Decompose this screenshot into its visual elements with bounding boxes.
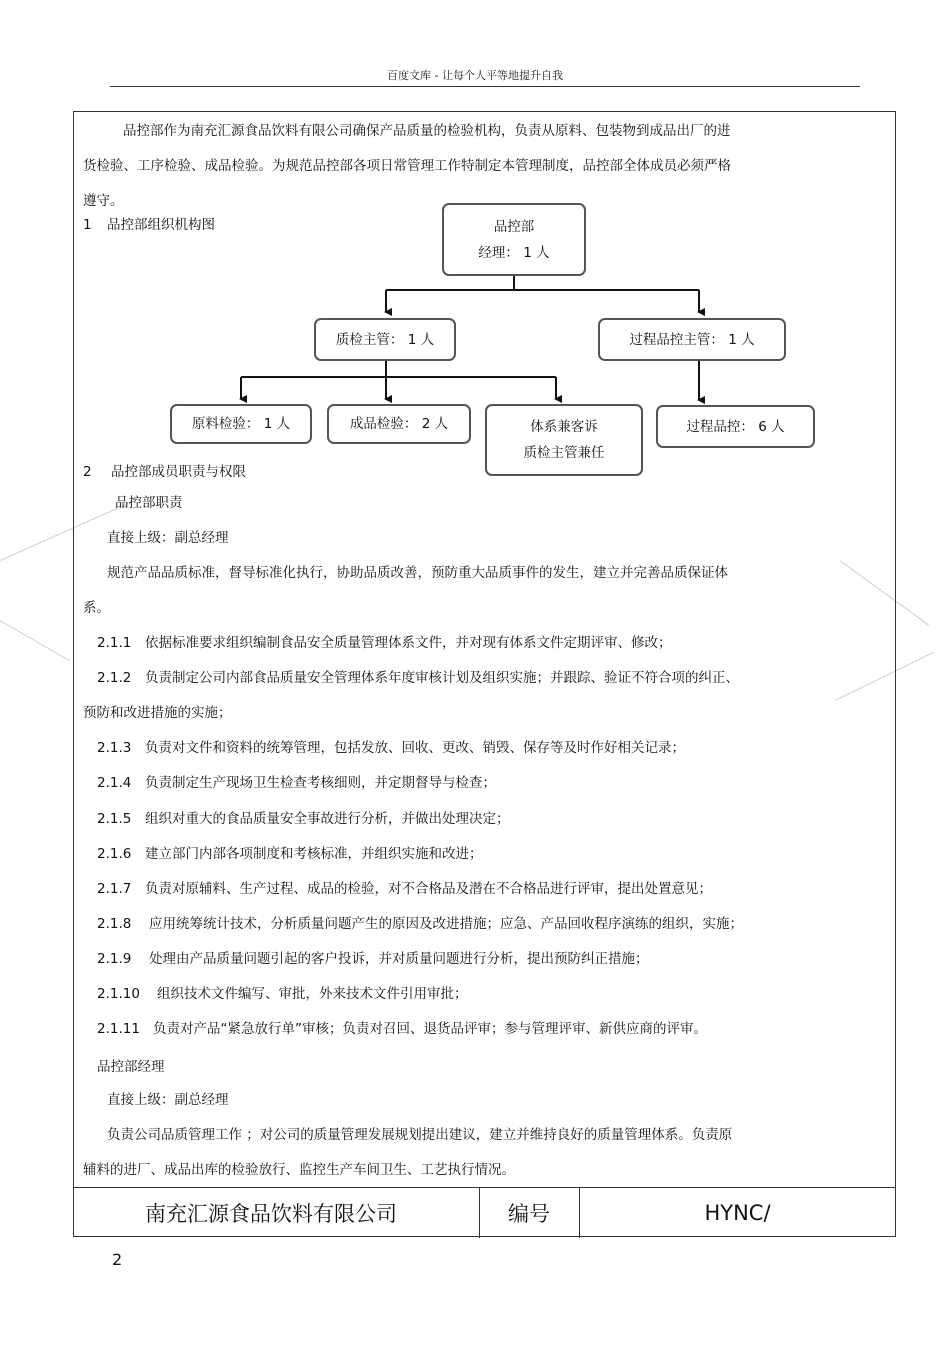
duty-item-number: 2.1.8 (97, 916, 132, 932)
raw-inspection-label: 原料检验： 1 人 (191, 416, 291, 432)
org-root-count: 经理： 1 人 (478, 244, 550, 261)
process-supervisor-label: 过程品控主管： 1 人 (629, 331, 755, 348)
duty-item-text: 建立部门内部各项制度和考核标准，并组织实施和改进； (145, 846, 483, 862)
duty-item-text: 处理由产品质量问题引起的客户投诉，并对质量问题进行分析，提出预防纠正措施； (149, 951, 649, 967)
watermark-line (0, 620, 69, 661)
product-inspection-box (327, 404, 471, 444)
footer-code-label: 编号 (508, 1202, 550, 1226)
section-1-number: 1 (83, 217, 92, 233)
duty-item-text: 负责制定生产现场卫生检查考核细则，并定期督导与检查； (145, 775, 496, 791)
footer-row (73, 1187, 896, 1237)
duty-item-number: 2.1.5 (97, 811, 132, 827)
duty-item-text: 负责对文件和资料的统筹管理，包括发放、回收、更改、销毁、保存等及时作好相关记录； (145, 740, 685, 756)
dept-duty-title: 品控部职责 (115, 495, 183, 511)
manager-superior: 直接上级：副总经理 (107, 1092, 229, 1108)
duty-item-number: 2.1.3 (97, 740, 132, 756)
duty-item-number: 2.1.1 (97, 635, 132, 651)
org-root-box (442, 203, 586, 276)
duty-item-text: 负责对原辅料、生产过程、成品的检验，对不合格品及潜在不合格品进行评审，提出处置意见； (145, 881, 712, 897)
product-inspection-label: 成品检验： 2 人 (349, 416, 449, 432)
dept-superior: 直接上级：副总经理 (107, 530, 229, 546)
intro-line-1: 品控部作为南充汇源食品饮料有限公司确保产品质量的检验机构，负责从原料、包装物到成品出厂的进 (123, 123, 731, 139)
system-complaint-line-2: 质检主管兼任 (523, 445, 605, 461)
page-number: 2 (112, 1250, 123, 1269)
section-2-title: 品控部成员职责与权限 (111, 464, 246, 480)
dept-summary-line-2: 系。 (83, 600, 110, 616)
duty-item-number: 2.1.9 (97, 951, 132, 967)
site-header: 百度文库 - 让每个人平等地提升自我 (387, 69, 563, 82)
process-supervisor-box (598, 318, 786, 361)
duty-item-number: 2.1.11 (97, 1021, 140, 1037)
system-complaint-line-1: 体系兼客诉 (530, 419, 598, 435)
qc-supervisor-box (314, 318, 456, 361)
duty-item-text: 组织技术文件编写、审批，外来技术文件引用审批； (157, 986, 468, 1002)
duty-item-continuation: 预防和改进措施的实施； (83, 705, 232, 721)
duty-item-text: 应用统筹统计技术，分析质量问题产生的原因及改进措施；应急、产品回收程序演练的组织，实施； (149, 916, 743, 932)
process-qc-box (656, 405, 815, 448)
intro-line-2: 货检验、工序检验、成品检验。为规范品控部各项日常管理工作特制定本管理制度，品控部全体成员必须严格 (83, 158, 731, 174)
section-1-title: 品控部组织机构图 (107, 217, 215, 233)
dept-summary-line-1: 规范产品品质标准，督导标准化执行，协助品质改善，预防重大品质事件的发生，建立并完善品质保证体 (107, 565, 728, 581)
manager-duty-line-1: 负责公司品质管理工作 ；对公司的质量管理发展规划提出建议，建立并维持良好的质量管理体系。负责原 (107, 1127, 733, 1143)
process-qc-label: 过程品控： 6 人 (686, 418, 785, 435)
qc-supervisor-label: 质检主管： 1 人 (335, 331, 435, 348)
duty-item-number: 2.1.7 (97, 881, 132, 897)
duty-item-number: 2.1.2 (97, 670, 132, 686)
duty-item-text: 组织对重大的食品质量安全事故进行分析，并做出处理决定； (145, 811, 510, 827)
duty-item-text: 负责对产品“紧急放行单”审核；负责对召回、退货品评审；参与管理评审、新供应商的评审。 (153, 1021, 707, 1037)
system-complaint-box (485, 404, 643, 476)
raw-inspection-box (170, 404, 312, 444)
org-root-name: 品控部 (493, 218, 535, 235)
manager-duty-line-2: 辅料的进厂、成品出库的检验放行、监控生产车间卫生、工艺执行情况。 (83, 1162, 515, 1178)
duty-item-number: 2.1.6 (97, 846, 132, 862)
duty-item-text: 依据标准要求组织编制食品安全质量管理体系文件，并对现有体系文件定期评审、修改； (145, 635, 672, 651)
manager-title: 品控部经理 (97, 1059, 165, 1075)
section-2-number: 2 (83, 464, 92, 480)
intro-line-3: 遵守。 (83, 193, 124, 209)
footer-code-value: HYNC/ (704, 1201, 771, 1225)
footer-company: 南充汇源食品饮料有限公司 (145, 1202, 397, 1226)
duty-item-text: 负责制定公司内部食品质量安全管理体系年度审核计划及组织实施；并跟踪、验证不符合项的纠正、 (145, 670, 739, 686)
duty-item-number: 2.1.4 (97, 775, 132, 791)
duty-item-number: 2.1.10 (97, 986, 140, 1002)
